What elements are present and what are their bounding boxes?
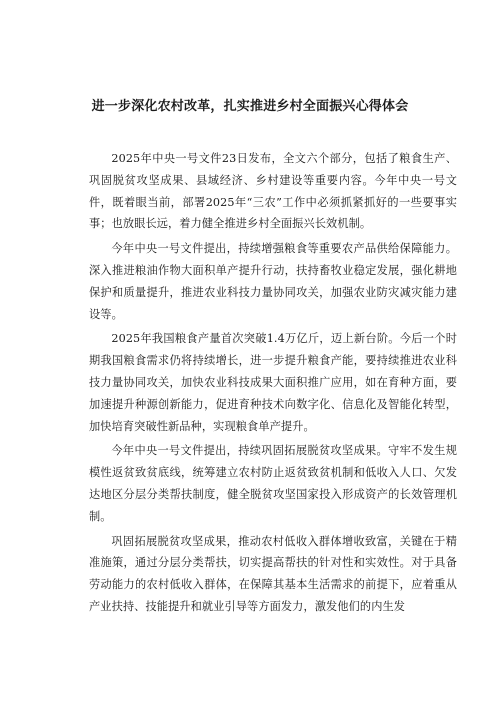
paragraph-5: 巩固拓展脱贫攻坚成果，推动农村低收入群体增收致富，关键在于精准施策，通过分层分类帮扶，切实提高帮扶的针对性和实效性。对于具备劳动能力的农村低收入群体，在保障其基本生活需求的前提下，应着重从产业扶持、技能提升和就业引导等方面发力，激发他们的内生发 xyxy=(89,534,457,613)
paragraph-4: 今年中央一号文件提出，持续巩固拓展脱贫攻坚成果。守牢不发生规模性返贫致贫底线，统筹建立农村防止返贫致贫机制和低收入人口、欠发达地区分层分类帮扶制度，健全脱贫攻坚国家投入形成资产的长效管理机制。 xyxy=(89,444,457,523)
document-body xyxy=(89,148,457,621)
document-title: 进一步深化农村改革，扎实推进乡村全面振兴心得体会 xyxy=(91,99,409,114)
paragraph-1: 2025年中央一号文件23日发布，全文六个部分，包括了粮食生产、巩固脱贫攻坚成果、县域经济、乡村建设等重要内容。今年中央一号文件，既着眼当前，部署2025年“三农”工作中必须抓紧抓好的一些要事实事；也放眼长远，着力健全推进乡村全面振兴长效机制。 xyxy=(89,152,457,231)
paragraph-3: 2025年我国粮食产量首次突破1.4万亿斤，迈上新台阶。今后一个时期我国粮食需求仍将持续增长，进一步提升粮食产能，要持续推进农业科技力量协同攻关，加快农业科技成果大面积推广应用，如在育种方面，要加速提升种源创新能力，促进育种技术向数字化、信息化及智能化转型，加快培育突破性新品种，实现粮食单产提升。 xyxy=(89,332,457,433)
paragraph-2: 今年中央一号文件提出，持续增强粮食等重要农产品供给保障能力。深入推进粮油作物大面积单产提升行动，扶持畜牧业稳定发展，强化耕地保护和质量提升，推进农业科技力量协同攻关，加强农业防灾减灾能力建设等。 xyxy=(89,242,457,321)
